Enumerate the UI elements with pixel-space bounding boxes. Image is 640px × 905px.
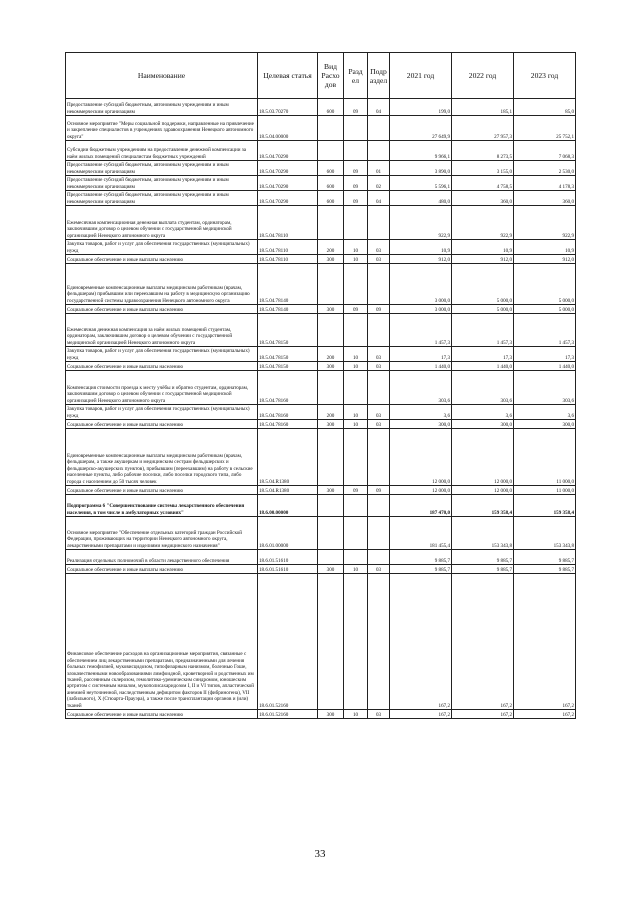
table-row xyxy=(66,565,576,574)
row-section xyxy=(344,141,368,161)
row-value-2021: 27 649,9 xyxy=(390,116,452,141)
row-code: 18.5.04.78140 xyxy=(258,305,318,314)
page-number: 33 xyxy=(314,848,326,860)
table-row xyxy=(66,574,576,710)
row-value-2023: 912,0 xyxy=(514,255,576,264)
row-value-2022: 167,2 xyxy=(452,574,514,710)
row-section xyxy=(344,116,368,141)
row-value-2023: 11 000,0 xyxy=(514,486,576,495)
row-value-2023: 1 440,0 xyxy=(514,362,576,371)
row-type xyxy=(318,429,344,486)
row-value-2023: 11 000,0 xyxy=(514,429,576,486)
row-subsection xyxy=(368,264,390,305)
row-type: 300 xyxy=(318,255,344,264)
row-subsection: 03 xyxy=(368,347,390,362)
row-code: 18.6.01.52160 xyxy=(258,710,318,719)
row-value-2023: 922,9 xyxy=(514,206,576,240)
row-value-2022: 5 000,0 xyxy=(452,305,514,314)
row-name: Основное мероприятие "Обеспечение отдельных категорий граждан Российской Федерации, проживающих на территории Ненецкого автономного округа, лекарственными препаратами и изделиями медицинского назначения" xyxy=(66,517,258,550)
row-value-2021: 922,9 xyxy=(390,206,452,240)
row-section xyxy=(344,574,368,710)
row-code: 18.5.04.78160 xyxy=(258,405,318,420)
row-subsection xyxy=(368,574,390,710)
table-row xyxy=(66,420,576,429)
row-section: 10 xyxy=(344,710,368,719)
row-type xyxy=(318,495,344,517)
row-value-2021: 167,2 xyxy=(390,574,452,710)
row-name: Социальное обеспечение и иные выплаты населению xyxy=(66,420,258,429)
row-value-2021: 167,2 xyxy=(390,710,452,719)
row-name: Предоставление субсидий бюджетным, автономным учреждениям и иным некоммерческим организациям xyxy=(66,161,258,176)
row-subsection: 03 xyxy=(368,255,390,264)
row-value-2021: 9 966,1 xyxy=(390,141,452,161)
row-value-2021: 480,0 xyxy=(390,191,452,206)
row-section xyxy=(344,550,368,565)
row-code: 18.5.04.R1380 xyxy=(258,429,318,486)
row-value-2021: 300,0 xyxy=(390,420,452,429)
row-subsection: 03 xyxy=(368,420,390,429)
row-name: Единовременные компенсационные выплаты медицинским работникам (врачам, фельдшерам) прибывшим или переехавшим на работу в медицинскую организацию государственной системы здравоохранения Ненецкого автономного округа xyxy=(66,264,258,305)
table-row xyxy=(66,347,576,362)
row-code: 18.5.04.78110 xyxy=(258,255,318,264)
row-value-2023: 1 457,3 xyxy=(514,314,576,347)
row-name: Субсидии бюджетным учреждениям на предоставление денежной компенсации за наём жилых помещений специалистам бюджетных учреждений xyxy=(66,141,258,161)
table-row xyxy=(66,486,576,495)
row-value-2021: 3 000,0 xyxy=(390,305,452,314)
row-code: 18.5.04.78150 xyxy=(258,362,318,371)
row-value-2022: 5 000,0 xyxy=(452,264,514,305)
row-value-2021: 3 000,0 xyxy=(390,264,452,305)
row-section: 09 xyxy=(344,161,368,176)
row-name: Финансовое обеспечение расходов на организационные мероприятия, связанные с обеспечением лиц лекарственными препаратами, предназначенными для лечения больных гемофилией, муковисцидозом, гипофизарным нанизмом, болезнью Гоше, злокачественными новообразованиями лимфоидной, кроветворной и родственных им тканей, рассеянным склерозом, гемолитико-уремическим синдромом, юношеским артритом с системным началом, мукополисахаридозом I, II и VI типов, апластической анемией неуточненной, наследственным дефицитом факторов II (фибриногена), VII (лабильного), X (Стюарта-Прауэра), а также после трансплантации органов и (или) тканей xyxy=(66,574,258,710)
row-value-2021: 3 890,0 xyxy=(390,161,452,176)
row-type: 200 xyxy=(318,405,344,420)
row-section xyxy=(344,429,368,486)
row-value-2021: 12 000,0 xyxy=(390,486,452,495)
table-row xyxy=(66,405,576,420)
row-type: 300 xyxy=(318,710,344,719)
row-code: 18.5.04.R1380 xyxy=(258,486,318,495)
row-name: Предоставление субсидий бюджетным, автономным учреждениям и иным некоммерческим организациям xyxy=(66,99,258,116)
row-name: Единовременные компенсационные выплаты медицинским работникам (врачам, фельдшерам, а также акушеркам и медицинским сестрам фельдшерских и фельдшерско-акушерских пунктов), прибывшим (переехавшим) на работу в сельские населенные пункты, либо рабочие поселки, либо поселки городского типа, либо города с населением до 50 тысяч человек xyxy=(66,429,258,486)
row-type: 600 xyxy=(318,176,344,191)
row-value-2023: 85,0 xyxy=(514,99,576,116)
row-code: 18.5.04.70290 xyxy=(258,176,318,191)
row-code: 18.5.04.78110 xyxy=(258,240,318,255)
row-value-2021: 1 440,0 xyxy=(390,362,452,371)
row-section: 10 xyxy=(344,565,368,574)
row-name: Компенсация стоимости проезда к месту учёбы и обратно студентам, ординаторам, заключившим договор о целевом обучении с государственной медицинской организацией Ненецкого автономного округа xyxy=(66,371,258,405)
row-type xyxy=(318,141,344,161)
row-value-2023: 300,0 xyxy=(514,420,576,429)
row-value-2023: 17,3 xyxy=(514,347,576,362)
row-subsection: 03 xyxy=(368,240,390,255)
row-subsection: 03 xyxy=(368,362,390,371)
row-code: 18.6.00.00000 xyxy=(258,495,318,517)
row-name: Социальное обеспечение и иные выплаты населению xyxy=(66,255,258,264)
row-value-2022: 9 885,7 xyxy=(452,565,514,574)
row-name: Закупка товаров, работ и услуг для обеспечения государственных (муниципальных) нужд xyxy=(66,405,258,420)
table-row xyxy=(66,305,576,314)
row-section xyxy=(344,206,368,240)
row-section xyxy=(344,517,368,550)
row-value-2022: 185,1 xyxy=(452,99,514,116)
row-name: Закупка товаров, работ и услуг для обеспечения государственных (муниципальных) нужд xyxy=(66,240,258,255)
header-type: Вид Расхо дов xyxy=(318,53,344,99)
row-section: 10 xyxy=(344,420,368,429)
table-row xyxy=(66,161,576,176)
row-value-2023: 4 178,3 xyxy=(514,176,576,191)
row-type: 600 xyxy=(318,99,344,116)
row-name: Основное мероприятие "Меры социальной поддержки, направленные на привлечение и закрепление специалистов в учреждениях здравоохранения Ненецкого автономного округа" xyxy=(66,116,258,141)
table-row xyxy=(66,240,576,255)
row-code: 18.5.04.70290 xyxy=(258,141,318,161)
table-row xyxy=(66,314,576,347)
row-value-2021: 181 455,4 xyxy=(390,517,452,550)
row-subsection: 03 xyxy=(368,405,390,420)
row-type xyxy=(318,371,344,405)
row-section: 10 xyxy=(344,240,368,255)
header-code: Целевая статья xyxy=(258,53,318,99)
row-section: 09 xyxy=(344,176,368,191)
row-value-2022: 17,3 xyxy=(452,347,514,362)
row-value-2022: 153 343,8 xyxy=(452,517,514,550)
row-type: 600 xyxy=(318,191,344,206)
row-subsection: 03 xyxy=(368,710,390,719)
row-code: 18.5.04.78150 xyxy=(258,314,318,347)
row-type: 200 xyxy=(318,240,344,255)
row-value-2022: 303,6 xyxy=(452,371,514,405)
row-subsection: 01 xyxy=(368,161,390,176)
row-subsection xyxy=(368,371,390,405)
row-section xyxy=(344,495,368,517)
row-subsection: 04 xyxy=(368,191,390,206)
row-code: 18.6.01.52160 xyxy=(258,574,318,710)
row-value-2022: 167,2 xyxy=(452,710,514,719)
row-name: Реализация отдельных полномочий в области лекарственного обеспечения xyxy=(66,550,258,565)
row-value-2022: 912,0 xyxy=(452,255,514,264)
row-value-2023: 153 343,8 xyxy=(514,517,576,550)
row-subsection xyxy=(368,314,390,347)
row-value-2021: 187 470,0 xyxy=(390,495,452,517)
row-value-2023: 9 885,7 xyxy=(514,550,576,565)
row-code: 18.5.04.70290 xyxy=(258,161,318,176)
row-code: 18.5.04.78150 xyxy=(258,347,318,362)
row-value-2022: 9 885,7 xyxy=(452,550,514,565)
table-row xyxy=(66,191,576,206)
row-value-2023: 3,6 xyxy=(514,405,576,420)
budget-sheet xyxy=(65,52,575,719)
table-row xyxy=(66,429,576,486)
table-row xyxy=(66,264,576,305)
row-subsection: 03 xyxy=(368,565,390,574)
table-row xyxy=(66,141,576,161)
table-body xyxy=(66,99,576,719)
budget-table xyxy=(65,52,576,719)
row-value-2021: 9 885,7 xyxy=(390,565,452,574)
row-section: 09 xyxy=(344,305,368,314)
row-value-2023: 9 885,7 xyxy=(514,565,576,574)
row-code: 18.5.04.78140 xyxy=(258,264,318,305)
table-row xyxy=(66,362,576,371)
row-name: Предоставление субсидий бюджетным, автономным учреждениям и иным некоммерческим организациям xyxy=(66,191,258,206)
row-section: 09 xyxy=(344,486,368,495)
row-value-2022: 27 957,3 xyxy=(452,116,514,141)
row-subsection: 04 xyxy=(368,99,390,116)
row-subsection xyxy=(368,495,390,517)
row-code: 18.5.04.78110 xyxy=(258,206,318,240)
row-value-2023: 5 000,0 xyxy=(514,264,576,305)
row-name: Закупка товаров, работ и услуг для обеспечения государственных (муниципальных) нужд xyxy=(66,347,258,362)
row-section: 09 xyxy=(344,191,368,206)
row-code: 18.6.01.51610 xyxy=(258,550,318,565)
row-value-2022: 10,9 xyxy=(452,240,514,255)
row-value-2021: 3,6 xyxy=(390,405,452,420)
row-name: Ежемесячная компенсационная денежная выплата студентам, ординаторам, заключившим договор о целевом обучении с государственной медицинской организацией Ненецкого автономного округа xyxy=(66,206,258,240)
row-section xyxy=(344,371,368,405)
row-name: Социальное обеспечение и иные выплаты населению xyxy=(66,362,258,371)
row-type xyxy=(318,574,344,710)
row-value-2022: 12 000,0 xyxy=(452,486,514,495)
row-value-2023: 167,2 xyxy=(514,710,576,719)
table-row xyxy=(66,550,576,565)
row-value-2021: 199,0 xyxy=(390,99,452,116)
row-type: 300 xyxy=(318,420,344,429)
row-type xyxy=(318,550,344,565)
header-section: Разд ел xyxy=(344,53,368,99)
row-code: 18.5.04.78160 xyxy=(258,371,318,405)
table-row xyxy=(66,371,576,405)
row-value-2021: 303,6 xyxy=(390,371,452,405)
header-subsection: Подр аздел xyxy=(368,53,390,99)
row-value-2022: 3 155,0 xyxy=(452,161,514,176)
row-section: 10 xyxy=(344,255,368,264)
header-row xyxy=(66,53,576,99)
row-subsection xyxy=(368,429,390,486)
row-type: 300 xyxy=(318,486,344,495)
row-name: Социальное обеспечение и иные выплаты населению xyxy=(66,565,258,574)
row-code: 18.5.04.78160 xyxy=(258,420,318,429)
header-2021: 2021 год xyxy=(390,53,452,99)
row-code: 18.5.04.00000 xyxy=(258,116,318,141)
row-value-2021: 1 457,3 xyxy=(390,314,452,347)
table-row xyxy=(66,495,576,517)
row-value-2022: 3,6 xyxy=(452,405,514,420)
row-value-2023: 7 068,3 xyxy=(514,141,576,161)
row-value-2022: 360,0 xyxy=(452,191,514,206)
row-value-2023: 167,2 xyxy=(514,574,576,710)
row-type xyxy=(318,517,344,550)
table-row xyxy=(66,710,576,719)
row-type: 300 xyxy=(318,362,344,371)
row-code: 18.6.01.51610 xyxy=(258,565,318,574)
row-value-2022: 1 440,0 xyxy=(452,362,514,371)
row-type xyxy=(318,206,344,240)
row-type: 300 xyxy=(318,565,344,574)
row-value-2023: 360,0 xyxy=(514,191,576,206)
row-name: Социальное обеспечение и иные выплаты населению xyxy=(66,305,258,314)
row-code: 18.5.03.70270 xyxy=(258,99,318,116)
row-section: 10 xyxy=(344,405,368,420)
row-type: 200 xyxy=(318,347,344,362)
table-row xyxy=(66,206,576,240)
row-value-2021: 17,3 xyxy=(390,347,452,362)
row-name: Подпрограмма 6 "Совершенствование системы лекарственного обеспечения населения, в том числе в амбулаторных условиях" xyxy=(66,495,258,517)
row-value-2023: 159 358,4 xyxy=(514,495,576,517)
row-value-2022: 4 758,5 xyxy=(452,176,514,191)
row-type xyxy=(318,116,344,141)
row-value-2022: 159 358,4 xyxy=(452,495,514,517)
row-subsection xyxy=(368,550,390,565)
table-row xyxy=(66,176,576,191)
row-name: Социальное обеспечение и иные выплаты населению xyxy=(66,710,258,719)
row-subsection xyxy=(368,517,390,550)
row-value-2022: 12 000,0 xyxy=(452,429,514,486)
row-value-2021: 12 000,0 xyxy=(390,429,452,486)
row-code: 18.6.01.00000 xyxy=(258,517,318,550)
row-value-2022: 922,9 xyxy=(452,206,514,240)
row-subsection xyxy=(368,116,390,141)
row-type xyxy=(318,314,344,347)
row-section xyxy=(344,314,368,347)
table-row xyxy=(66,116,576,141)
row-value-2021: 912,0 xyxy=(390,255,452,264)
row-name: Ежемесячная денежная компенсация за наём жилых помещений студентам, ординаторам, заключившим договор о целевом обучении с государственной медицинской организацией Ненецкого автономного округа xyxy=(66,314,258,347)
row-section: 10 xyxy=(344,347,368,362)
row-section: 09 xyxy=(344,99,368,116)
row-code: 18.5.04.70290 xyxy=(258,191,318,206)
table-row xyxy=(66,99,576,116)
header-2023: 2023 год xyxy=(514,53,576,99)
row-value-2021: 10,9 xyxy=(390,240,452,255)
row-type: 300 xyxy=(318,305,344,314)
row-value-2022: 8 273,5 xyxy=(452,141,514,161)
row-name: Социальное обеспечение и иные выплаты населению xyxy=(66,486,258,495)
row-value-2022: 1 457,3 xyxy=(452,314,514,347)
row-value-2021: 5 596,1 xyxy=(390,176,452,191)
row-value-2021: 9 885,7 xyxy=(390,550,452,565)
row-value-2023: 25 752,1 xyxy=(514,116,576,141)
row-type: 600 xyxy=(318,161,344,176)
header-name: Наименование xyxy=(66,53,258,99)
row-type xyxy=(318,264,344,305)
row-value-2023: 10,9 xyxy=(514,240,576,255)
table-row xyxy=(66,517,576,550)
row-value-2023: 303,6 xyxy=(514,371,576,405)
row-subsection: 09 xyxy=(368,305,390,314)
row-subsection xyxy=(368,206,390,240)
row-section: 10 xyxy=(344,362,368,371)
row-subsection xyxy=(368,141,390,161)
row-name: Предоставление субсидий бюджетным, автономным учреждениям и иным некоммерческим организациям xyxy=(66,176,258,191)
row-value-2022: 300,0 xyxy=(452,420,514,429)
row-value-2023: 2 530,0 xyxy=(514,161,576,176)
header-2022: 2022 год xyxy=(452,53,514,99)
row-subsection: 09 xyxy=(368,486,390,495)
row-subsection: 02 xyxy=(368,176,390,191)
row-value-2023: 5 000,0 xyxy=(514,305,576,314)
table-row xyxy=(66,255,576,264)
row-section xyxy=(344,264,368,305)
